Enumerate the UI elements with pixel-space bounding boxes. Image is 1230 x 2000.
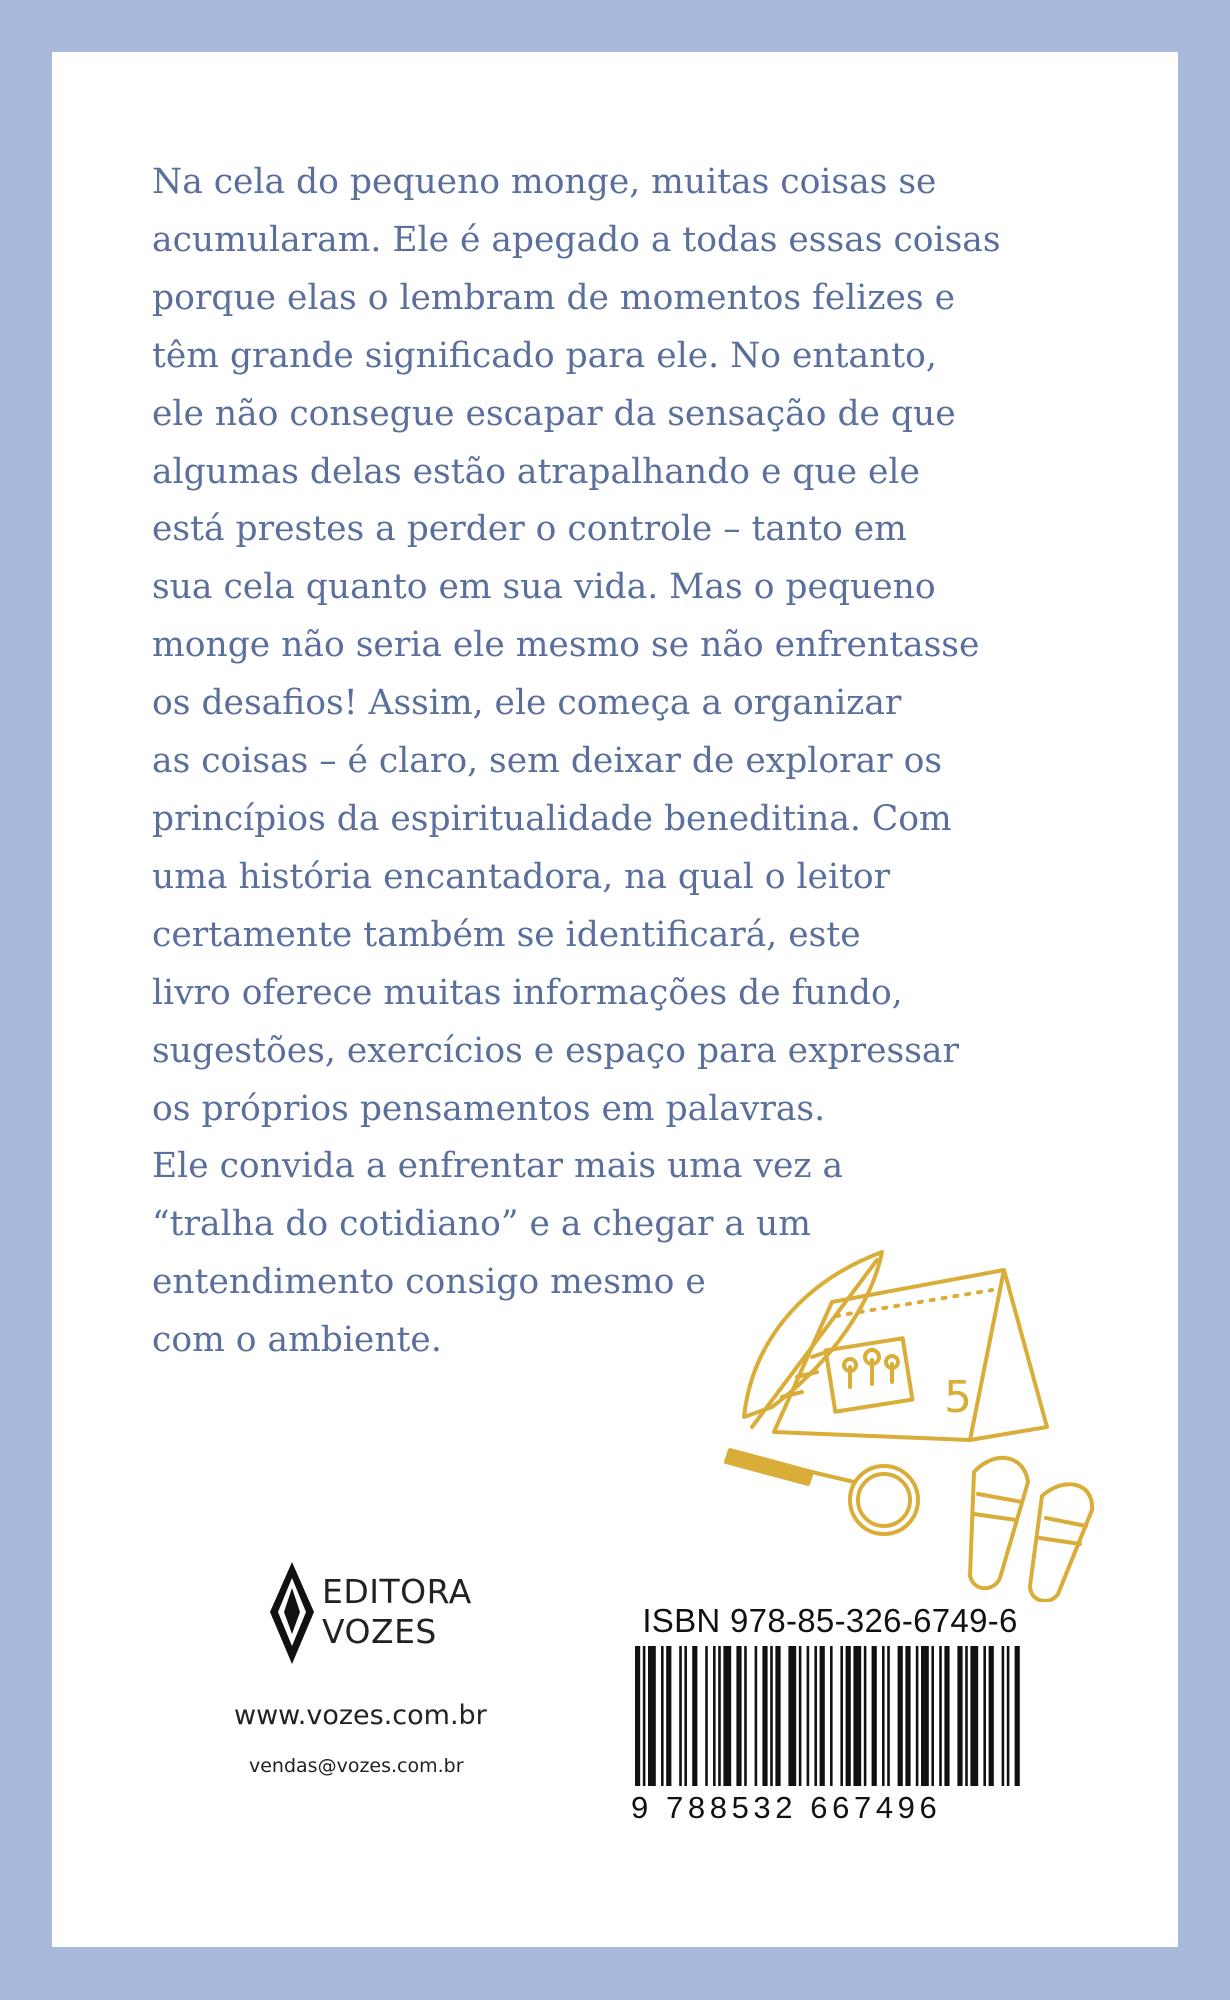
barcode-bar [648,1646,656,1786]
blurb-line: Ele convida a enfrentar mais uma vez a [152,1146,844,1187]
email-link[interactable]: vendas@vozes.com.br [249,1755,464,1777]
barcode-bar [1015,1646,1020,1786]
barcode-bar [887,1646,890,1786]
barcode-bar [939,1646,942,1786]
illustration [712,1182,1172,1602]
blurb-line: está prestes a perder o controle – tanto em [152,509,907,550]
blurb-line: sua cela quanto em sua vida. Mas o pequeno [152,567,936,608]
barcode-bar [807,1646,810,1786]
barcode-bar [983,1646,986,1786]
barcode-bar [840,1646,843,1786]
slippers-icon [970,1458,1092,1601]
barcode-bar [723,1646,731,1786]
quill-icon [744,1252,882,1427]
blurb-line: os próprios pensamentos em palavras. [152,1088,826,1129]
barcode-bar [905,1646,910,1786]
barcode-bar [944,1646,949,1786]
barcode-bar [718,1646,721,1786]
blurb-line: algumas delas estão atrapalhando e que ele [152,451,920,492]
barcode-bar [814,1646,817,1786]
blurb-line: monge não seria ele mesmo se não enfrentasse [152,625,980,666]
blurb-line: sugestões, exercícios e espaço para expressar [152,1030,959,1071]
publisher-name-line1: EDITORA [322,1572,472,1611]
isbn-label: ISBN 978-85-326-6749-6 [642,1602,1018,1639]
barcode-bar [820,1646,825,1786]
barcode-bar [1007,1646,1010,1786]
barcode-bar [830,1646,833,1786]
calendar-number: 5 [944,1372,972,1423]
barcode-bar [643,1646,646,1786]
blurb-line: acumularam. Ele é apegado a todas essas coisas [152,219,1001,260]
blurb-line: os desafios! Assim, ele começa a organizar [152,683,902,724]
barcode-bar [762,1646,767,1786]
barcode-bar [965,1646,968,1786]
barcode-bar [692,1646,697,1786]
barcode-bar [872,1646,877,1786]
blurb-line: uma história encantadora, na qual o leitor [152,856,891,897]
magnifying-glass-icon [726,1450,918,1534]
barcode-bar [799,1646,802,1786]
barcode-bar [666,1646,671,1786]
barcode-bar [775,1646,780,1786]
barcode-bar [931,1646,934,1786]
barcode-bar [989,1646,994,1786]
barcode-bars [633,1646,1027,1786]
barcode-bar [679,1646,682,1786]
barcode-bar [705,1646,708,1786]
barcode-digits: 9 788532 667496 [631,1790,942,1825]
barcode-bar [1002,1646,1005,1786]
barcode-bar [853,1646,861,1786]
blurb-line: Na cela do pequeno monge, muitas coisas se [152,162,937,202]
publisher-logo [262,1560,522,1680]
barcode-bar [684,1646,687,1786]
website-link[interactable]: www.vozes.com.br [234,1700,487,1731]
barcode-bar [635,1646,640,1786]
publisher-name-line2: VOZES [322,1612,437,1651]
blurb-line: livro oferece muitas informações de fundo, [152,972,903,1013]
barcode-bar [916,1646,919,1786]
barcode-bar [713,1646,716,1786]
barcode-bar [770,1646,773,1786]
blurb-line: as coisas – é claro, sem deixar de explorar os [152,741,943,782]
back-cover [52,52,1178,1947]
barcode-bar [755,1646,758,1786]
blurb-line: porque elas o lembram de momentos felizes e [152,277,956,318]
barcode-bar [957,1646,962,1786]
blurb-line: têm grande significado para ele. No entanto, [152,335,937,376]
barcode-bar [864,1646,867,1786]
barcode-bar [970,1646,978,1786]
barcode-bar [846,1646,851,1786]
barcode-bar [898,1646,903,1786]
isbn-barcode [625,1602,1035,1830]
blurb-line: ele não consegue escapar da sensação de que [152,393,956,434]
barcode-bar [661,1646,664,1786]
barcode-bar [921,1646,929,1786]
blurb-line: entendimento consigo mesmo e [152,1262,706,1303]
barcode-bar [882,1646,885,1786]
blurb-line: “tralha do cotidiano” e a chegar a um [152,1204,811,1245]
barcode-bar [744,1646,747,1786]
blurb-line: com o ambiente. [152,1320,442,1361]
vozes-logo-icon [262,1560,322,1670]
barcode-bar [788,1646,796,1786]
blurb-line: princípios da espiritualidade beneditina. Com [152,798,952,839]
barcode-bar [736,1646,741,1786]
blurb-line: certamente também se identificará, este [152,914,861,955]
